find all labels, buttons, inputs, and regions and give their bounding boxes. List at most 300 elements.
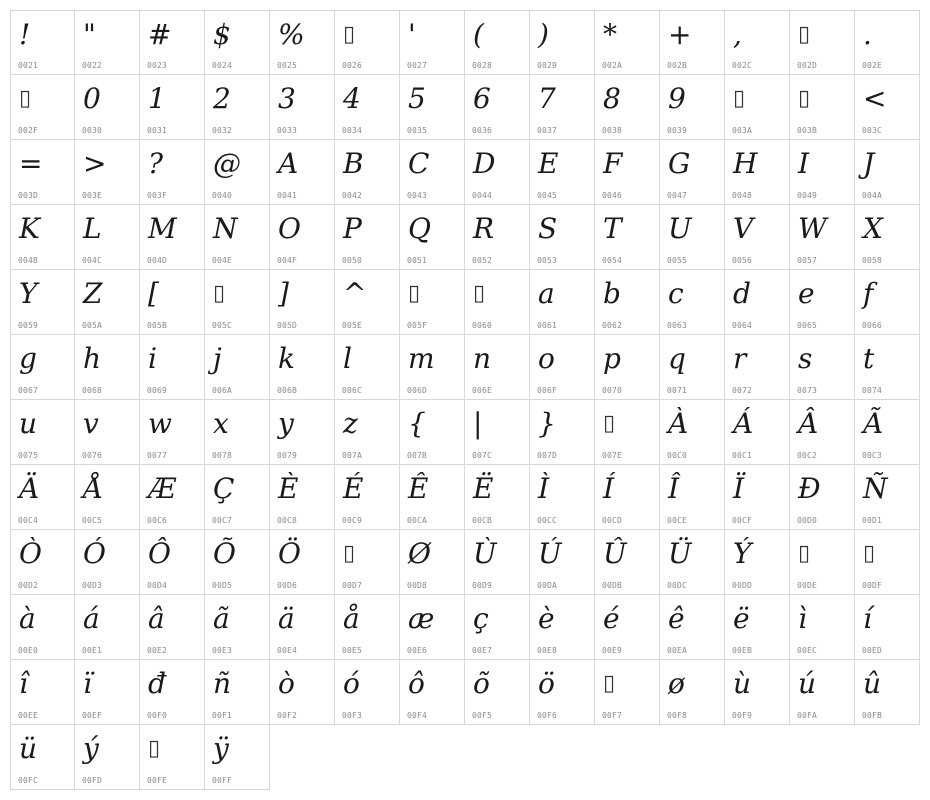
glyph-cell xyxy=(10,10,75,75)
glyph-codepoint: 0027 xyxy=(407,61,428,70)
glyph-codepoint: 00FE xyxy=(147,776,168,785)
glyph-cell xyxy=(270,595,335,660)
glyph-cell xyxy=(465,335,530,400)
glyph-cell xyxy=(75,335,140,400)
glyph-codepoint: 0031 xyxy=(147,126,168,135)
glyph-codepoint: 00C6 xyxy=(147,516,168,525)
glyph-codepoint: 0054 xyxy=(602,256,623,265)
glyph-sample: ù xyxy=(733,667,752,700)
glyph-sample: Ó xyxy=(83,537,106,570)
glyph-sample: ò xyxy=(278,667,295,700)
glyph-cell xyxy=(140,660,205,725)
glyph-cell xyxy=(140,400,205,465)
glyph-codepoint: 003B xyxy=(797,126,818,135)
glyph-codepoint: 0024 xyxy=(212,61,233,70)
glyph-sample: = xyxy=(19,147,43,180)
glyph-sample: K xyxy=(19,212,40,245)
glyph-cell xyxy=(660,400,725,465)
glyph-cell xyxy=(465,205,530,270)
glyph-cell xyxy=(140,75,205,140)
glyph-codepoint: 004C xyxy=(82,256,103,265)
glyph-codepoint: 00C7 xyxy=(212,516,233,525)
glyph-cell xyxy=(660,140,725,205)
glyph-sample: É xyxy=(343,472,364,505)
glyph-sample: Û xyxy=(603,537,627,570)
glyph-cell xyxy=(335,140,400,205)
glyph-cell xyxy=(660,530,725,595)
glyph-codepoint: 0025 xyxy=(277,61,298,70)
glyph-codepoint: 0055 xyxy=(667,256,688,265)
glyph-sample: ' xyxy=(408,18,416,51)
glyph-codepoint: 005B xyxy=(147,321,168,330)
glyph-codepoint: 00FF xyxy=(212,776,233,785)
glyph-sample: ë xyxy=(733,602,750,635)
glyph-cell xyxy=(725,530,790,595)
glyph-codepoint: 0076 xyxy=(82,451,103,460)
glyph-cell xyxy=(75,725,140,790)
glyph-cell xyxy=(205,400,270,465)
glyph-sample: D xyxy=(473,147,496,180)
glyph-cell xyxy=(140,530,205,595)
glyph-cell xyxy=(595,140,660,205)
glyph-cell xyxy=(530,660,595,725)
glyph-sample: 3 xyxy=(278,82,296,115)
glyph-cell xyxy=(725,270,790,335)
glyph-cell xyxy=(790,595,855,660)
glyph-cell xyxy=(140,10,205,75)
glyph-sample: c xyxy=(668,277,684,310)
glyph-cell xyxy=(75,75,140,140)
glyph-cell xyxy=(595,75,660,140)
glyph-cell xyxy=(725,335,790,400)
glyph-sample: I xyxy=(798,147,810,180)
glyph-sample: Y xyxy=(19,277,38,310)
glyph-sample: | xyxy=(473,407,483,440)
glyph-sample: Ê xyxy=(408,472,429,505)
glyph-cell xyxy=(790,465,855,530)
glyph-cell xyxy=(75,270,140,335)
glyph-codepoint: 0034 xyxy=(342,126,363,135)
glyph-cell xyxy=(205,75,270,140)
glyph-codepoint: 00EB xyxy=(732,646,753,655)
glyph-cell xyxy=(335,205,400,270)
glyph-cell xyxy=(855,10,920,75)
glyph-cell xyxy=(205,335,270,400)
glyph-cell xyxy=(10,725,75,790)
glyph-cell xyxy=(530,595,595,660)
glyph-codepoint: 00DE xyxy=(797,581,818,590)
glyph-cell xyxy=(400,75,465,140)
glyph-cell xyxy=(790,205,855,270)
glyph-codepoint: 0074 xyxy=(862,386,883,395)
glyph-codepoint: 004D xyxy=(147,256,168,265)
glyph-sample: . xyxy=(863,18,872,51)
glyph-codepoint: 00DF xyxy=(862,581,883,590)
glyph-codepoint: 00CE xyxy=(667,516,688,525)
glyph-cell xyxy=(270,75,335,140)
glyph-cell xyxy=(10,465,75,530)
glyph-cell xyxy=(335,335,400,400)
glyph-cell xyxy=(75,465,140,530)
glyph-codepoint: 00CB xyxy=(472,516,493,525)
glyph-sample: õ xyxy=(473,667,490,700)
glyph-cell xyxy=(205,660,270,725)
glyph-cell xyxy=(335,10,400,75)
glyph-cell xyxy=(465,530,530,595)
glyph-codepoint: 005F xyxy=(407,321,428,330)
glyph-cell xyxy=(400,465,465,530)
glyph-cell xyxy=(530,75,595,140)
glyph-sample: 6 xyxy=(473,82,491,115)
glyph-sample: Ë xyxy=(473,472,494,505)
glyph-codepoint: 0052 xyxy=(472,256,493,265)
glyph-cell xyxy=(270,465,335,530)
glyph-cell xyxy=(140,335,205,400)
glyph-sample: $ xyxy=(213,18,231,51)
glyph-codepoint: 0053 xyxy=(537,256,558,265)
glyph-sample: ) xyxy=(538,18,549,51)
glyph-sample: u xyxy=(19,407,38,440)
glyph-codepoint: 00F9 xyxy=(732,711,753,720)
glyph-codepoint: 0064 xyxy=(732,321,753,330)
glyph-cell xyxy=(10,400,75,465)
glyph-codepoint: 0061 xyxy=(537,321,558,330)
glyph-codepoint: 00EF xyxy=(82,711,103,720)
glyph-cell xyxy=(530,400,595,465)
glyph-sample: s xyxy=(798,342,813,375)
glyph-cell xyxy=(465,400,530,465)
glyph-sample: đ xyxy=(148,667,166,700)
glyph-sample: z xyxy=(343,407,358,440)
glyph-codepoint: 00DB xyxy=(602,581,623,590)
glyph-sample: g xyxy=(19,342,37,375)
glyph-cell xyxy=(855,75,920,140)
glyph-sample: È xyxy=(278,472,299,505)
glyph-sample: À xyxy=(668,407,689,440)
glyph-codepoint: 00CC xyxy=(537,516,558,525)
glyph-codepoint: 0039 xyxy=(667,126,688,135)
glyph-codepoint: 0049 xyxy=(797,191,818,200)
glyph-cell xyxy=(75,140,140,205)
glyph-sample: b xyxy=(603,277,621,310)
missing-glyph-icon: ▯ xyxy=(148,736,161,761)
glyph-sample: ý xyxy=(83,732,99,765)
glyph-sample: @ xyxy=(213,147,241,180)
glyph-codepoint: 006C xyxy=(342,386,363,395)
glyph-codepoint: 00E7 xyxy=(472,646,493,655)
glyph-cell xyxy=(465,10,530,75)
glyph-sample: * xyxy=(603,18,617,51)
glyph-codepoint: 0070 xyxy=(602,386,623,395)
glyph-codepoint: 002C xyxy=(732,61,753,70)
glyph-sample: X xyxy=(863,212,883,245)
glyph-sample: 9 xyxy=(668,82,686,115)
glyph-codepoint: 0066 xyxy=(862,321,883,330)
glyph-cell xyxy=(140,465,205,530)
glyph-sample: Ï xyxy=(733,472,745,505)
glyph-cell xyxy=(335,530,400,595)
glyph-sample: ç xyxy=(473,602,489,635)
glyph-codepoint: 00E2 xyxy=(147,646,168,655)
glyph-sample: } xyxy=(538,407,556,440)
glyph-cell xyxy=(790,530,855,595)
glyph-sample: A xyxy=(278,147,299,180)
glyph-sample: ó xyxy=(343,667,360,700)
glyph-codepoint: 007A xyxy=(342,451,363,460)
missing-glyph-icon: ▯ xyxy=(798,22,811,47)
glyph-codepoint: 0029 xyxy=(537,61,558,70)
missing-glyph-icon: ▯ xyxy=(473,281,486,306)
glyph-cell xyxy=(10,270,75,335)
glyph-sample: J xyxy=(863,147,875,180)
glyph-sample: ÿ xyxy=(213,732,229,765)
missing-glyph-icon: ▯ xyxy=(798,86,811,111)
glyph-cell xyxy=(725,660,790,725)
glyph-sample: Ü xyxy=(668,537,692,570)
glyph-codepoint: 00CF xyxy=(732,516,753,525)
glyph-sample: m xyxy=(408,342,435,375)
glyph-codepoint: 00D1 xyxy=(862,516,883,525)
glyph-codepoint: 00CA xyxy=(407,516,428,525)
glyph-cell xyxy=(400,140,465,205)
glyph-cell xyxy=(855,465,920,530)
glyph-cell xyxy=(270,400,335,465)
glyph-cell xyxy=(10,335,75,400)
glyph-sample: ê xyxy=(668,602,685,635)
glyph-cell xyxy=(205,465,270,530)
glyph-codepoint: 0037 xyxy=(537,126,558,135)
glyph-codepoint: 00F3 xyxy=(342,711,363,720)
glyph-codepoint: 00C5 xyxy=(82,516,103,525)
glyph-sample: Ñ xyxy=(863,472,888,505)
glyph-cell xyxy=(660,270,725,335)
glyph-cell xyxy=(595,400,660,465)
glyph-cell xyxy=(270,270,335,335)
glyph-cell xyxy=(465,75,530,140)
glyph-cell xyxy=(660,660,725,725)
glyph-codepoint: 0048 xyxy=(732,191,753,200)
glyph-codepoint: 0075 xyxy=(18,451,39,460)
glyph-sample: ( xyxy=(473,18,484,51)
glyph-codepoint: 00E4 xyxy=(277,646,298,655)
glyph-sample: > xyxy=(83,147,107,180)
glyph-cell xyxy=(530,530,595,595)
glyph-cell xyxy=(140,205,205,270)
glyph-codepoint: 004F xyxy=(277,256,298,265)
glyph-codepoint: 0067 xyxy=(18,386,39,395)
glyph-cell xyxy=(855,270,920,335)
glyph-sample: t xyxy=(863,342,875,375)
glyph-cell xyxy=(205,205,270,270)
glyph-sample: Ì xyxy=(538,472,550,505)
glyph-sample: p xyxy=(603,342,621,375)
glyph-codepoint: 00D7 xyxy=(342,581,363,590)
glyph-codepoint: 003C xyxy=(862,126,883,135)
glyph-cell xyxy=(530,270,595,335)
glyph-codepoint: 0051 xyxy=(407,256,428,265)
glyph-codepoint: 00E8 xyxy=(537,646,558,655)
glyph-sample: 5 xyxy=(408,82,426,115)
glyph-sample: , xyxy=(733,18,742,51)
glyph-cell xyxy=(400,270,465,335)
glyph-sample: û xyxy=(863,667,882,700)
glyph-codepoint: 00D3 xyxy=(82,581,103,590)
glyph-codepoint: 00CD xyxy=(602,516,623,525)
glyph-sample: Ù xyxy=(473,537,497,570)
glyph-sample: o xyxy=(538,342,555,375)
glyph-codepoint: 00DD xyxy=(732,581,753,590)
glyph-cell xyxy=(595,205,660,270)
glyph-cell xyxy=(660,205,725,270)
glyph-cell xyxy=(270,660,335,725)
glyph-cell xyxy=(855,530,920,595)
glyph-sample: T xyxy=(603,212,622,245)
glyph-codepoint: 0077 xyxy=(147,451,168,460)
glyph-sample: n xyxy=(473,342,492,375)
glyph-cell xyxy=(205,530,270,595)
glyph-sample: ï xyxy=(83,667,92,700)
glyph-cell xyxy=(725,595,790,660)
glyph-cell xyxy=(790,660,855,725)
glyph-sample: î xyxy=(19,667,28,700)
glyph-cell xyxy=(855,660,920,725)
glyph-codepoint: 00C9 xyxy=(342,516,363,525)
glyph-codepoint: 00E6 xyxy=(407,646,428,655)
glyph-codepoint: 0050 xyxy=(342,256,363,265)
glyph-codepoint: 00FC xyxy=(18,776,39,785)
glyph-codepoint: 003D xyxy=(18,191,39,200)
glyph-codepoint: 00C4 xyxy=(18,516,39,525)
glyph-sample: ^ xyxy=(343,277,367,310)
glyph-codepoint: 0035 xyxy=(407,126,428,135)
glyph-cell xyxy=(270,205,335,270)
glyph-cell xyxy=(205,725,270,790)
glyph-sample: Đ xyxy=(798,472,821,505)
glyph-cell xyxy=(400,660,465,725)
glyph-cell xyxy=(660,10,725,75)
glyph-codepoint: 007E xyxy=(602,451,623,460)
glyph-codepoint: 007C xyxy=(472,451,493,460)
glyph-sample: ã xyxy=(213,602,230,635)
glyph-sample: P xyxy=(343,212,362,245)
glyph-sample: r xyxy=(733,342,747,375)
glyph-sample: H xyxy=(733,147,758,180)
glyph-cell xyxy=(595,10,660,75)
glyph-codepoint: 00E9 xyxy=(602,646,623,655)
glyph-cell xyxy=(270,530,335,595)
glyph-sample: + xyxy=(668,18,692,51)
glyph-codepoint: 0036 xyxy=(472,126,493,135)
glyph-cell xyxy=(660,595,725,660)
glyph-sample: Õ xyxy=(213,537,236,570)
glyph-codepoint: 00D0 xyxy=(797,516,818,525)
glyph-cell xyxy=(140,595,205,660)
glyph-cell xyxy=(400,595,465,660)
glyph-cell xyxy=(725,400,790,465)
glyph-sample: O xyxy=(278,212,301,245)
glyph-cell xyxy=(725,205,790,270)
glyph-sample: ñ xyxy=(213,667,232,700)
glyph-sample: Å xyxy=(83,472,104,505)
glyph-cell xyxy=(660,75,725,140)
glyph-codepoint: 0059 xyxy=(18,321,39,330)
glyph-sample: å xyxy=(343,602,360,635)
glyph-cell xyxy=(465,140,530,205)
glyph-cell xyxy=(465,595,530,660)
glyph-sample: è xyxy=(538,602,555,635)
glyph-cell xyxy=(725,465,790,530)
glyph-sample: V xyxy=(733,212,754,245)
glyph-codepoint: 0021 xyxy=(18,61,39,70)
glyph-codepoint: 00F6 xyxy=(537,711,558,720)
glyph-codepoint: 004A xyxy=(862,191,883,200)
glyph-cell xyxy=(595,465,660,530)
glyph-codepoint: 00D9 xyxy=(472,581,493,590)
glyph-sample: æ xyxy=(408,602,435,635)
glyph-sample: á xyxy=(83,602,100,635)
glyph-codepoint: 0062 xyxy=(602,321,623,330)
glyph-cell xyxy=(75,530,140,595)
glyph-codepoint: 0028 xyxy=(472,61,493,70)
glyph-cell xyxy=(530,10,595,75)
glyph-cell xyxy=(790,335,855,400)
glyph-cell xyxy=(10,660,75,725)
glyph-codepoint: 00D5 xyxy=(212,581,233,590)
glyph-cell xyxy=(205,270,270,335)
glyph-codepoint: 0073 xyxy=(797,386,818,395)
glyph-codepoint: 005D xyxy=(277,321,298,330)
glyph-codepoint: 004B xyxy=(18,256,39,265)
glyph-codepoint: 0030 xyxy=(82,126,103,135)
missing-glyph-icon: ▯ xyxy=(863,541,876,566)
glyph-codepoint: 00DA xyxy=(537,581,558,590)
glyph-cell xyxy=(270,140,335,205)
glyph-codepoint: 0078 xyxy=(212,451,233,460)
glyph-sample: < xyxy=(863,82,887,115)
glyph-codepoint: 00DC xyxy=(667,581,688,590)
glyph-sample: ô xyxy=(408,667,425,700)
glyph-cell xyxy=(10,75,75,140)
glyph-sample: Ö xyxy=(278,537,301,570)
glyph-sample: 4 xyxy=(343,82,361,115)
glyph-sample: Ä xyxy=(19,472,40,505)
glyph-sample: a xyxy=(538,277,555,310)
glyph-cell xyxy=(725,75,790,140)
glyph-sample: à xyxy=(19,602,36,635)
glyph-cell xyxy=(10,530,75,595)
glyph-codepoint: 00E3 xyxy=(212,646,233,655)
glyph-codepoint: 0065 xyxy=(797,321,818,330)
glyph-cell xyxy=(75,10,140,75)
glyph-codepoint: 0063 xyxy=(667,321,688,330)
glyph-sample: U xyxy=(668,212,692,245)
glyph-codepoint: 0042 xyxy=(342,191,363,200)
glyph-sample: Â xyxy=(798,407,819,440)
glyph-sample: ä xyxy=(278,602,295,635)
glyph-codepoint: 00FA xyxy=(797,711,818,720)
glyph-sample: B xyxy=(343,147,364,180)
glyph-codepoint: 003A xyxy=(732,126,753,135)
glyph-cell xyxy=(725,140,790,205)
glyph-sample: Á xyxy=(733,407,754,440)
glyph-cell xyxy=(790,140,855,205)
glyph-sample: Z xyxy=(83,277,103,310)
glyph-cell xyxy=(660,465,725,530)
glyph-sample: % xyxy=(278,18,305,51)
glyph-codepoint: 00D4 xyxy=(147,581,168,590)
glyph-sample: Ú xyxy=(538,537,562,570)
glyph-sample: Ô xyxy=(148,537,171,570)
